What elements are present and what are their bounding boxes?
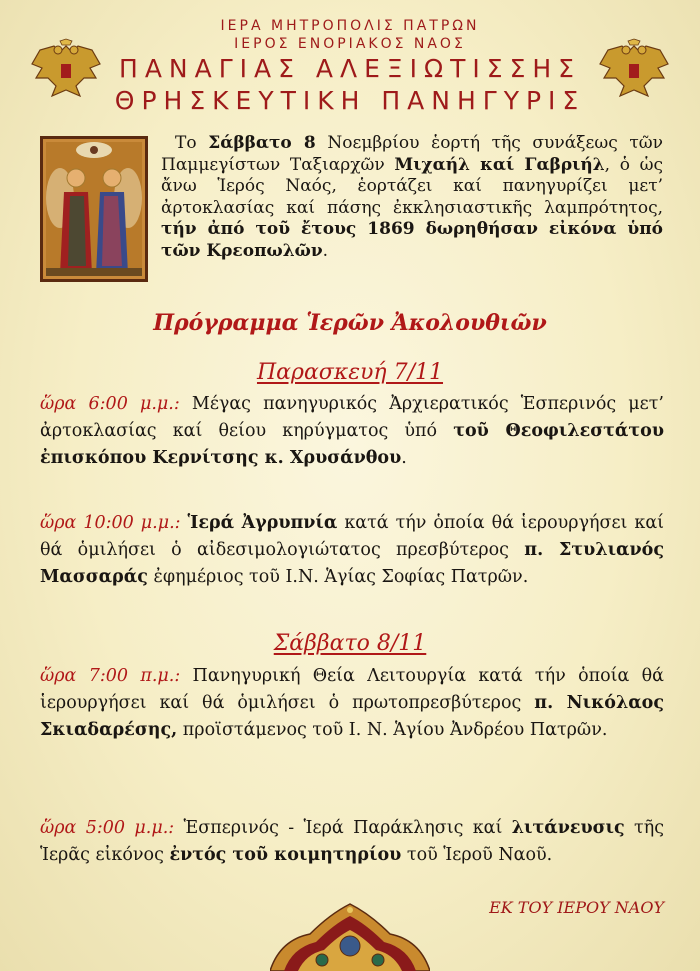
program-entry: ὥρα 5:00 μ.μ.: Ἑσπερινός - Ἱερά Παράκλησις καί λιτάνευσις τῆς Ἱερᾶς εἰκόνος ἐντός τοῦ κοιμητηρίου τοῦ Ἱεροῦ Ναοῦ. (40, 818, 665, 865)
byzantine-ornament-icon (270, 900, 430, 971)
day-heading-friday: Παρασκευή 7/11 (256, 360, 444, 385)
archangels-icon-image (40, 136, 148, 282)
double-headed-eagle-left-icon (30, 38, 102, 102)
entry-time: ὥρα 10:00 μ.μ.: (40, 513, 181, 533)
entry-time: ὥρα 7:00 π.μ.: (40, 666, 181, 686)
footer-signature: ΕΚ ΤΟΥ ΙΕΡΟΥ ΝΑΟΥ (489, 898, 664, 917)
program-entry: ὥρα 7:00 π.μ.: Πανηγυρική Θεία Λειτουργία κατά τήν ὁποία θά ἱερουργήσει καί θά ὁμιλήσει ὁ πρωτοπρεσβύτερος π. Νικόλαος Σκιαδαρέσης, προϊστάμενος τοῦ Ι. Ν. Ἁγίου Ἀνδρέου Πατρῶν. (40, 666, 665, 740)
header-line-parish: ΙΕΡΟΣ ΕΝΟΡΙΑΚΟΣ ΝΑΟΣ (234, 36, 466, 52)
program-title: Πρόγραμμα Ἱερῶν Ἀκολουθιῶν (153, 310, 547, 336)
header-title-church: ΠΑΝΑΓΙΑΣ ΑΛΕΞΙΩΤΙΣΣΗΣ (119, 54, 581, 83)
header-title-festival: ΘΡΗΣΚΕΥΤΙΚΗ ΠΑΝΗΓΥΡΙΣ (114, 86, 586, 115)
header-line-metropolis: ΙΕΡΑ ΜΗΤΡΟΠΟΛΙΣ ΠΑΤΡΩΝ (220, 18, 480, 34)
intro-paragraph: Το Σάββατο 8 Νοεμβρίου ἑορτή τῆς συνάξεως τῶν Παμμεγίστων Ταξιαρχῶν Μιχαήλ καί Γαβριήλ, ὁ ὡς ἄνω Ἱερός Ναός, ἑορτάζει καί πανηγυρίζει μετ’ ἀρτοκλασίας καί πάσης ἐκκλησιαστικῆς λαμπρότητος, τήν ἀπό τοῦ ἔτους 1869 δωρηθήσαν εἰκόνα ὑπό τῶν Κρεοπωλῶν. (161, 133, 663, 261)
program-entry: ὥρα 6:00 μ.μ.: Μέγας πανηγυρικός Ἀρχιερατικός Ἑσπερινός μετ’ ἀρτοκλασίας καί θείου κηρύγματος ὑπό τοῦ Θεοφιλεστάτου ἐπισκόπου Κερνίτσης κ. Χρυσάνθου. (40, 394, 664, 468)
entry-time: ὥρα 5:00 μ.μ.: (40, 818, 175, 838)
double-headed-eagle-right-icon (598, 38, 670, 102)
day-heading-saturday: Σάββατο 8/11 (273, 631, 427, 656)
program-entry: ὥρα 10:00 μ.μ.: Ἱερά Ἀγρυπνία κατά τήν ὁποία θά ἱερουργήσει καί θά ὁμιλήσει ὁ αἰδεσιμολογιώτατος πρεσβύτερος π. Στυλιανός Μασσαράς ἐφημέριος τοῦ Ι.Ν. Ἁγίας Σοφίας Πατρῶν. (40, 513, 665, 587)
entry-time: ὥρα 6:00 μ.μ.: (40, 394, 180, 414)
